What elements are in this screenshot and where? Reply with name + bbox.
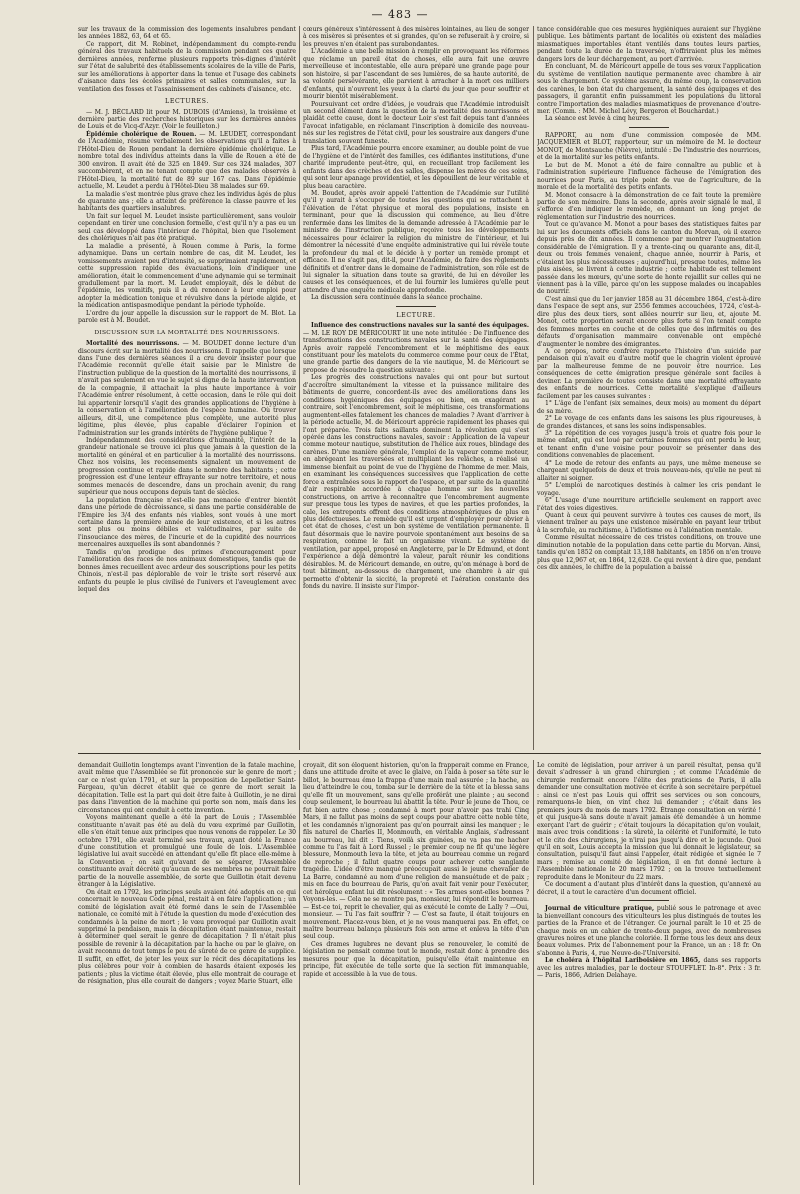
paragraph: Un fait sur lequel M. Leudet insiste particulièrement, sans vouloir cependant en tirer une conclusion formelle, c'est qu'il n'y a pas eu un seul cas développé dans l'intérieur de l'hôpital, bien que l'isolement des cholériques n'ait pas été pratiqué.	[78, 212, 296, 243]
paragraph: La séance est levée à cinq heures.	[545, 115, 651, 123]
paragraph: On était en 1792, les principes seuls avaient été adoptés en ce qui concernait le nouveau Code pénal, restait à en faire l'application ; un comité de législation avait été formé dans le sein de l'Assemblée nationale, ce comité mit à l'étude la question du mode d'exécution des condamnés à la peine de mort ; le vœu provoqué par Guillotin avait supprimé la pendaison, mais la décapitation étant maintenue, restait à déterminer quel serait le genre de décapitation ? Il n'était plus possible de revenir à la décapitation par la hache ou par le glaive, on avait reconnu de tout temps le peu de sûreté de ce genre de supplice. Il suffit, en effet, de jeter les yeux sur le récit des décapitations les plus célèbres pour voir à combien de hasards étaient exposés les patients ; plus la victime était élevée, plus elle montrait de courage et de résignation, plus elle courait de dangers ; voyez Marie Stuart, elle	[78, 888, 296, 986]
paragraph: Plus tard, l'Académie pourra encore examiner, au double point de vue de l'hygiène et de l'intérêt des familles, ces édifiantes institutions, d'une charité imprudente peut-être, qui, en recueillant trop facilement les enfants dans des crèches et des salles, dispense les mères de ces soins, qui sont leur apanage providentiel, et les dépouillent de leur véritable et plus beau caractère.	[303, 145, 529, 190]
paragraph: L'Académie a une belle mission à remplir en provoquant les réformes que réclame un pareil état de choses, elle aura fait une œuvre merveilleuse et incontestable, elle aura préparé une grande page pour son histoire, si par l'ascendant de ses lumières, de sa haute autorité, de sa volonté persévérante, elle parvient à arracher à la mort ces milliers d'enfants, qui n'ouvrent les yeux à la clarté du jour que pour souffrir et mourir bientôt misérablement.	[303, 48, 529, 101]
paragraph: La maladie a présenté, à Rouen comme à Paris, la forme adynamique. Dans un certain nombre de cas, dit M. Leudet, les vomissements avaient peu d'intensité, se supprimaient rapidement, et cette suppression rapide des évacuations, loin d'indiquer une amélioration, était le commencement d'une adynamie qui se terminait gradullement par la mort. M. Leudet employait, dès le début de l'épidémie, les vomitifs, puis il a dû renoncer à leur emploi pour adopter la médication tonique et révulsive dans la période algide, et la médication antispasmodique pendant la période typhoïde.	[78, 242, 296, 310]
section-heading: LECTURES.	[165, 98, 209, 106]
column-3	[537, 26, 761, 748]
paragraph: RAPPORT, au nom d'une commission composée de MM. JACQUEMIER et BLOT, rapporteur, sur un mémoire de M. le docteur MONOT, de Montsauche (Nièvre), intitulé : De l'industrie des nourrices, et de la mortalité sur les petits enfants.	[537, 131, 761, 162]
paragraph: Le comité de législation, pour arriver à un pareil résultat, pensa qu'il devait s'adresser à un grand chirurgien ; et comme l'Académie de chirurgie renfermait encore l'élite des praticiens de Paris, il alla demander une consultation motivée et écrite à son secrétaire perpétuel : ainsi ce n'est pas Louis qui offrit ses services ou son concours, remarquons-le bien, on vint chez lui demander ; c'était dans les premiers jours du mois de mars 1792. Étrange consultation en vérité ! et qui jusque-là sans doute n'avait jamais été demandée à un homme exerçant l'art de guérir ; c'était toujours la décapitation qu'on voulait, mais avec trois conditions : la sûreté, la célérité et l'uniformité, le tuto et le cito des chirurgiens, je n'irai pas jusqu'à dire et le jucunde. Quoi qu'il en soit, Louis accepta la mission que lui donnait le législateur, sa consultation, puisqu'il faut ainsi l'appeler, était rédigée et signée le 7 mars ; remise au comité de législation, il en fut donné lecture à l'Assemblée nationale le 20 mars 1792 ; on la trouve textuellement reproduite dans le Moniteur du 22 mars.	[537, 762, 761, 881]
list-item: 5° L'emploi de narcotiques destinés à calmer les cris pendant le voyage.	[537, 482, 761, 497]
paragraph: — M. J. BÉCLARD lit pour M. DUBOIS (d'Amiens), la troisième et dernière partie des recherches historiques sur les dernières années de Louis et de Vicq-d'Azyr. (Voir le feuilleton.)	[78, 108, 296, 131]
article-text: — M. LEUDET, correspondant de l'Académie, résume verbalement les observations qu'il a faites à l'Hôtel-Dieu de Rouen pendant la dernière épidémie cholérique. Le nombre total des individus atteints dans la ville de Rouen a été de 300 environ. Il avait été de 325 en 1849. Sur ces 324 malades, 307 succombèrent, et en ne tenant compte que des malades observés à l'Hôtel-Dieu, la mortalité fut de 89 sur 167 cas. Dans l'épidémie actuelle, M. Leudet a perdu à l'Hôtel-Dieu 38 malades sur 69.	[78, 130, 296, 191]
separator	[396, 306, 436, 307]
paragraph: tance considérable que ces mesures hygiéniques auraient sur l'hygiène publique. Les bâtiments partant de localités où existent des maladies miasmatiques importables étant ventilés dans toutes leurs parties, pendant toute la durée de la traversée, n'offriraient plus les mêmes dangers lors de leur déchargement, au port d'arrivée.	[537, 26, 761, 63]
feuilleton-column-3	[537, 762, 761, 1184]
article-text: — M. BOUDET donne lecture d'un discours écrit sur la mortalité des nourrissons. Il rappelle que lorsque dans l'une des dernières séances il a cru devoir insister pour que l'Académie reconnût qu'elle était saisie par le Ministre de l'instruction publique de la question de la mortalité des nourrissons, il n'avait pas seulement en vue le sujet si digne de la haute intervention de la compagnie, il attachait la plus haute importance à voir l'Académie entrer résolument, à cette occasion, dans le rôle qui doit lui appartenir lorsqu'il s'agit des grandes applications de l'hygiène à la conservation et à l'amélioration de l'espèce humaine. Où trouver ailleurs, dit-il, une compétence plus complète, une autorité plus légitime, plus élevée, plus capable d'éclairer l'opinion et l'administration sur les grands intérêts de l'hygiène publique ?	[78, 340, 296, 437]
notice-text: publié sous le patronage et avec la bienveillant concours des viticulteurs les plus distingués de toutes les parties de la France et de l'étranger. Ce journal paraît le 10 et 25 de chaque mois en un cahier de trente-deux pages, avec de nombreuses gravures noires et une planche coloriée. Il forme tous les deux ans deux beaux volumes. Prix de l'abonnement pour la France, un an : 18 fr. On s'abonne à Paris, 4, rue Neuve-de-l'Université.	[537, 905, 761, 957]
paragraph	[537, 905, 761, 957]
list-item: 3° La répétition de ces voyages jusqu'à trois et quatre fois pour le même enfant, qui est loué par certaines femmes qui ont perdu le leur, et tenant enfin d'une voisine pour pouvoir se présenter dans des conditions convenables de placement.	[537, 430, 761, 460]
paragraph	[78, 340, 296, 437]
paragraph	[537, 957, 761, 979]
paragraph: Ce document a d'autant plus d'intérêt dans la question, qu'annexé au décret, il a tout le caractère d'un document officiel.	[537, 881, 761, 896]
article-title: Influence des constructions navales sur la santé des équipages.	[311, 322, 529, 330]
article-title: Épidémie cholérique de Rouen.	[86, 130, 197, 138]
paragraph: C'est ainsi que du 1er janvier 1858 au 31 décembre 1864, c'est-à-dire dans l'espace de sept ans, sur 2556 femmes accouchées, 1724, c'est-à-dire plus des deux tiers, sont allées nourrir sur lieu, et, ajoute M. Monot, cette proportion serait encore plus forte si l'on tenait compte des femmes mortes en couche et de celles que des infirmités ou des défauts d'organisation mammaire convenable ont empêché d'augmenter le nombre des émigrantes.	[537, 295, 761, 348]
paragraph: Tout ce qu'avance M. Monot a pour bases des statistiques faites par lui sur les documents officiels dans le canton du Morvan, où il exerce depuis près de dix années. Il commence par montrer l'augmentation considérable de l'émigration. Il y a trente-cinq ou quarante ans, dit-il, deux ou trois femmes venaient, chaque année, nourrir à Paris, et c'étaient les plus nécessiteuses ; aujourd'hui, presque toutes, même les plus aisées, se livrent à cette industrie ; cette habitude est tellement passée dans les mœurs, qu'une sorte de honte rejaillit sur celles qui ne viennent pas à la ville, parce qu'on les suppose malades ou incapables de nourrir.	[537, 221, 761, 296]
feuilleton-divider	[78, 753, 761, 754]
column-rule	[533, 760, 534, 1185]
column-2	[303, 26, 529, 748]
notice-title: Le choléra à l'hôpital Lariboisière en 1865,	[545, 957, 701, 965]
paragraph: La discussion sera continuée dans la séance prochaine.	[311, 294, 483, 302]
section-heading: LECTURE.	[396, 311, 436, 319]
paragraph: Ces drames lugubres ne devant plus se renouveler, le comité de législation ne pensait comme tout le monde, restait donc à prendre des mesures pour que la décapitation, puisqu'elle était maintenue en principe, fût exécutée de telle sorte que la section fût immanquable, rapide et accessible à la vue de tous.	[303, 940, 529, 978]
paragraph: La population française n'est-elle pas menacée d'entrer bientôt dans une période de décroissance, si dans une partie considérable de l'Empire les 3/4 des enfants nés viables, sont voués à une mort certaine dans la première année de leur existence, et si les autres sont plus ou moins débiles et valétudinaires, par suite de l'insouciance des mères, de l'incurie et de la cupidité des nourrices mercenaires auxquelles ils sont abandonnés ?	[78, 496, 296, 549]
feuilleton-column-2	[303, 762, 529, 1184]
notice-text: dans ses rapports avec les autres maladies, par le docteur STOUFFLET. In-8°. Prix : 3 fr. — Paris, 1866, Adrien Delahaye.	[537, 957, 761, 980]
paragraph: L'ordre du jour appelle la discussion sur le rapport de M. Blot. La parole est à M. Boudet.	[78, 309, 296, 325]
paragraph: Comme résultat nécessaire de ces tristes conditions, on trouve une diminution notable de la population dans cette partie du Morvan. Ainsi, tandis qu'en 1852 on comptait 13,188 habitants, en 1856 on n'en trouve plus que 12,967 et, en 1864, 12,628. Ce qui revient à dire que, pendant ces dix années, le chiffre de la population a baissé	[537, 534, 761, 572]
paragraph: cœurs généreux s'intéressent à des misères lointaines, au lieu de songer à ces misères si présentes et si grandes, qu'on se refuserait à y croire, si les preuves n'en étaient pas surabondantes.	[303, 26, 529, 48]
paragraph: Les progrès des constructions navales qui ont pour but surtout d'accroître simultanément la vitesse et la puissance militaire des bâtiments de guerre, concordent-ils avec des améliorations dans les conditions hygiéniques des équipages ou bien, en exagérant au contraire, soit l'encombrement, soit le méphitisme, ces transformations augmentent-elles fatalement les chances de maladies ? Avant d'arriver à la période actuelle, M. de Méricourt apprécie rapidement les phases qui l'ont préparée. Trois faits saillants dominent la révolution qui s'est opérée dans les constructions navales, savoir : Application de la vapeur comme moteur nautique, substitution de l'hélice aux roues, blindage des carènes. D'une manière générale, l'emploi de la vapeur comme moteur, en abrégeant les traversées et multipliant les relâches, a réalisé un immense bienfait au point de vue de l'hygiène de l'homme de mer. Mais, en examinant les conséquences successives que l'application de cette force a entraînées sous le rapport de l'espace, et par suite de la quantité d'air respirable accordée à chaque homme sur les nouvelles constructions, on arrive à reconnaître que l'encombrement augmente sur presque tous les types de navires, et que les parties profondes, la cale, les entreponts offrent des conditions atmosphériques de plus en plus défectueuses. Le remède qu'il est urgent d'employer pour obvier à cet état de choses, c'est un bon système de ventilation permanente. Il faut désormais que le navire pourvoie spontanément aux besoins de sa respiration, comme le fait un organisme vivant. Le système de ventilation, par appel, proposé en Angleterre, par le Dr Edmund, et dont l'expérience a déjà démontré la valeur, paraît réunir les conditions désirables. M. de Méricourt demande, en outre, qu'on ménage à bord de tout bâtiment, au-dessous de chargement, une chambre à air qui permette d'obtenir la siccité, la propreté et l'aération constante des fonds du navire. Il insiste sur l'impor-	[303, 374, 529, 591]
page-number: — 483 —	[371, 8, 429, 21]
paragraph: sur les travaux de la commission des logements insalubres pendant les années 1882, 63, 64 et 65.	[78, 26, 296, 41]
list-item: 4° Le mode de retour des enfants au pays, une même meneuse se chargeant quelquefois de deux et trois nouveau-nés, qu'elle ne peut ni allaiter ni soigner.	[537, 459, 761, 482]
article-text: — M. LE ROY DE MÉRICOURT lit une note intitulée : De l'influence des transformations des constructions navales sur la santé des équipages. Après avoir rappelé l'encombrement et le méphitisme des eaux constituant pour les matelots du commerce comme pour ceux de l'État, une grande partie des dangers de la vie nautique, M. de Méricourt se propose de résoudre la question suivante :	[303, 329, 529, 374]
list-item: 1° L'âge de l'enfant (six semaines, deux mois) au moment du départ de sa mère.	[537, 400, 761, 415]
paragraph: Tandis qu'on prodigue des primes d'encouragement pour l'amélioration des races de nos animaux domestiques, tandis que de bonnes âmes recueillent avec ardeur des souscriptions pour les petits Chinois, n'est-il pas déplorable de voir le triste sort réservé aux enfants du peuple le plus civilisé de l'univers et l'aveuglement avec lequel des	[78, 548, 296, 594]
paragraph: Poursuivant cet ordre d'idées, je voudrais que l'Académie introduisît un second élément dans la question de la mortalité des nourrissons et plaidât cette cause, dont le docteur Loir s'est fait depuis tant d'années l'avocat infatigable, en réclamant l'inscription à domicile des nouveau-nés sur les registres de l'état civil, pour les soustraire aux dangers d'une translation souvent funeste.	[303, 100, 529, 145]
paragraph: M. Boudet, après avoir appelé l'attention de l'Académie sur l'utilité qu'il y aurait à s'occuper de toutes les questions qui se rattachent à l'élévation de l'état physique et moral des populations, insiste en terminant, pour que la discussion qui commence, au lieu d'être renfermée dans les limites de la demande adressée à l'Académie par le ministre de l'instruction publique, reçoive tous les développements nécessaires pour éclairer la religion du ministre de l'intérieur, et lui démontrer la nécessité d'une enquête administrative qui lui révèle toute la profondeur du mal et le décide à y porter un remède prompt et efficace. Il ne s'agit pas, dit-il, pour l'Académie, de faire des règlements définitifs et d'entrer dans le domaine de l'administration, son rôle est de lui signaler la situation dans toute sa gravité, de lui en dévoiler les causes et les conséquences, et de lui fournir les lumières qu'elle peut attendre d'une enquête médicale approfondie.	[303, 189, 529, 294]
paragraph: Quant à ceux qui peuvent survivre à toutes ces causes de mort, ils viennent traîner au pays une existence misérable en payant leur tribut à la scrofule, au rachitisme, à l'idiotisme ou à l'aliénation mentale.	[537, 512, 761, 534]
paragraph: M. Monot consacre à la démonstration de ce fait toute la première partie de son mémoire. Dans la seconde, après avoir signalé le mal, il s'efforce d'en indiquer le remède, en donnant un long projet de réglementation sur l'industrie des nourrices.	[537, 191, 761, 221]
column-1	[78, 26, 296, 748]
paragraph: Le but de M. Monot a été de faire connaître au public et à l'administration supérieure l'influence fâcheuse de l'émigration des nourrices pour Paris, au triple point de vue de l'agriculture, de la morale et de la mortalité des petits enfants.	[537, 161, 761, 192]
paragraph: A ce propos, notre confrère rapporte l'histoire d'un suicide par pendaison qui n'avait eu d'autre motif que le chagrin violent éprouvé par la malheureuse femme de ne pouvoir être nourrice. Les conséquences de cette émigration presque générale sont faciles à deviner. La première de toutes consiste dans une mortalité effrayante des enfants de nourrices. Cette mortalité s'explique d'ailleurs facilement par les causes suivantes :	[537, 348, 761, 400]
notice-title: Journal de viticulture pratique,	[545, 905, 655, 913]
separator	[629, 900, 669, 901]
column-rule	[533, 26, 534, 750]
paragraph: Voyons maintenant quelle a été la part de Louis ; l'Assemblée constituante n'avait pas été au delà du vœu exprimé par Guillotin, elle s'en était tenue aux principes que nous venons de rappeler. Le 30 octobre 1791, elle avait terminé ses travaux, ayant doté la France d'une constitution et promulgué une foule de lois. L'Assemblée législative lui avait succédé en attendant qu'elle fît place elle-même à la Convention ; on sait qu'avant de se séparer, l'Assemblée constituante avait décrété qu'aucun de ses membres ne pourrait faire partie de la nouvelle assemblée, de sorte que Guillotin était devenu étranger à la Législative.	[78, 814, 296, 889]
paragraph	[78, 131, 296, 191]
paragraph: croyait, dit son éloquent historien, qu'on la frapperait comme en France, dans une attitude droite et avec le glaive, on l'aida à poser sa tête sur le billot, le bourreau émo la frappa d'une main mal assurée ; la hache, au lieu d'atteindre le cou, tomba sur le derrière de la tête et la blessa sans qu'elle fît un mouvement, sans qu'elle proférât une plainte ; au second coup seulement, le bourreau lui abattit la tête. Pour le jeune de Thou, ce fut bien autre chose ; condamné à mort pour n'avoir pas trahi Cinq Mars, il ne fallut pas moins de sept coups pour abattre cette noble tête, et les condamnés n'ignoraient pas qu'on pourrait ainsi les manquer ; le fils naturel de Charles II, Monmouth, en véritable Anglais, s'adressant au bourreau, lui dit : Tiens, voilà six guinées, ne va pas me hacher comme tu l'as fait à Lord Russel ; le premier coup ne fit qu'une légère blessure, Monmouth leva la tête, et jeta au bourreau comme un regard de reproche ; il fallut quatre coups pour achever cette sanglante tragédie. L'idée d'être manqué préoccupait aussi le jeune chevalier de La Barre, condamné au nom d'une religion de mansuétude et de paix ; mis en face du bourreau de Paris, qu'on avait fait venir pour l'exécuter, cet héroïque enfant lui dit résolument : « Tes armes sont-elles bonnes ? Voyons-les. — Cela ne se montre pas, monsieur, lui répondit le bourreau. — Est-ce toi, reprit le chevalier, qui as exécuté le comte de Lally ? —Oui, monsieur. — Tu l'as fait souffrir ? — C'est sa faute, il était toujours en mouvement. Placez-vous bien, et je ne vous manquerai pas. En effet, ce maître bourreau balança plusieurs fois son arme et enleva la tête d'un seul coup.	[303, 762, 529, 941]
paragraph: demandait Guillotin longtemps avant l'invention de la fatale machine, avait même que l'Assemblée se fût prononcée sur le genre de mort ; car ce n'est qu'en 1791, et sur la proposition de Lepelletier Saint-Fargeau, qu'un décret établit que ce genre de mort serait la décapitation. Telle est la part qui doit être faite à Guillotin, je ne dirai pas dans l'invention de la machine qui porte son nom, mais dans les circonstances qui ont conduit à cette invention.	[78, 762, 296, 814]
article-title: Mortalité des nourrissons.	[86, 340, 180, 348]
column-rule	[299, 26, 300, 750]
paragraph: La maladie s'est montrée plus grave chez les individus âgés de plus de quarante ans ; elle a atteint de préférence la classe pauvre et les habitants des quartiers insalubres.	[78, 190, 296, 213]
list-item: 2° Le voyage de ces enfants dans les saisons les plus rigoureuses, à de grandes distances, et sans les soins indispensables.	[537, 415, 761, 430]
column-rule	[299, 760, 300, 1185]
feuilleton-column-1	[78, 762, 296, 1184]
paragraph	[303, 322, 529, 374]
paragraph: En concluant, M. de Méricourt appelle de tous ses vœux l'application du système de ventilation nautique permanente avec chambre à air sous le chargement. Ce système assure, du même coup, la conservation des carènes, le bon état du chargement, la santé des équipages et des passagers, il garantit enfin puissamment les populations du littoral contre l'importation des maladies miasmatiques de provenance d'outre-mer. (Comm. : MM. Michel Lévy, Bergeron et Bouchardat.)	[537, 63, 761, 115]
list-item: 6° L'usage d'une nourriture artificielle seulement en rapport avec l'état des voies digestives.	[537, 497, 761, 512]
paragraph: Ce rapport, dit M. Robinet, indépendamment du compte-rendu général des travaux habituels de la commission pendant ces quatre dernières années, renferme plusieurs rapports très-dignes d'intérêt sur l'état de salubrité des établissements scolaires de la ville de Paris, sur les améliorations à apporter dans la tenue et l'usage des cabinets d'aisance dans les écoles primaires et salles communales, sur la ventilation des fosses et l'assainissement des cabinets d'aisance, etc.	[78, 40, 296, 93]
paragraph: Indépendamment des considérations d'humanité, l'intérêt de la grandeur nationale se trouve ici plus que jamais à la question de la mortalité en général et en particulier à la mortalité des nourrissons. Chez nos voisins, les recensements signalent un mouvement de progression continue et rapide dans le nombre des habitants ; cette progression est d'une lenteur effrayante sur notre territoire, et nous sommes menacés de descendre, dans un prochain avenir, du rang supérieur que nous occupons depuis tant de siècles.	[78, 437, 296, 497]
section-heading: DISCUSSION SUR LA MORTALITÉ DES NOURRISSONS.	[94, 329, 280, 336]
separator	[629, 127, 669, 128]
